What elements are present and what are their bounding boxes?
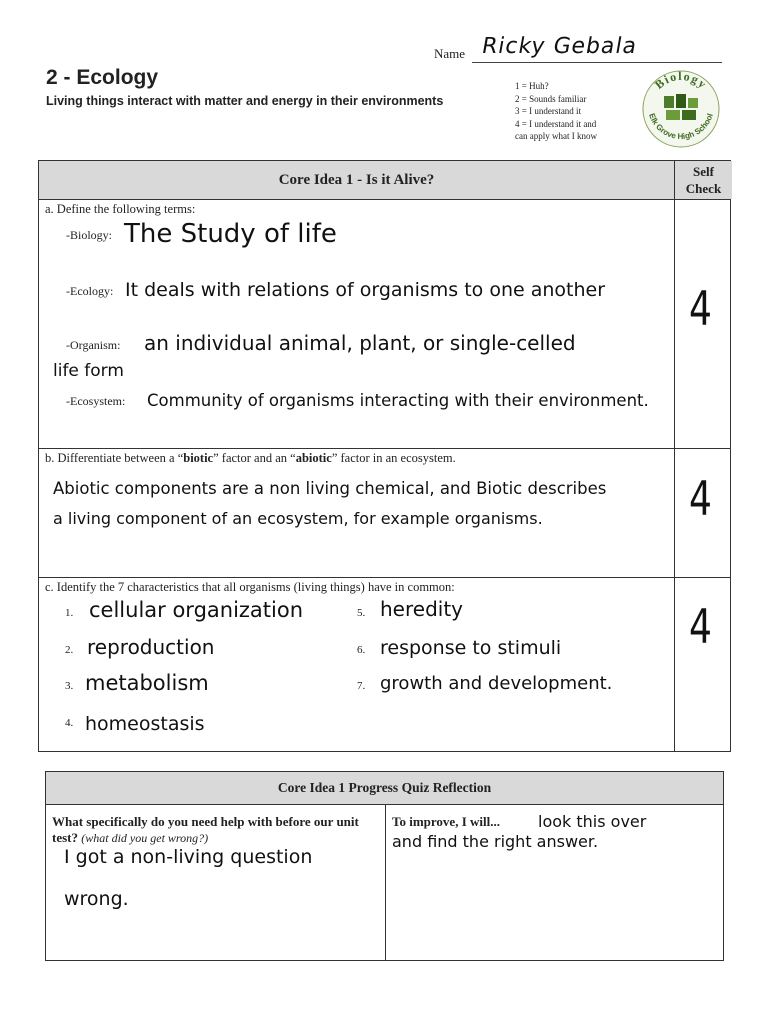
item-num-1: 1. [65,607,74,619]
prompt-b-part-2: ” factor and an “ [213,451,296,465]
prompt-b-part-1: b. Differentiate between a “ [45,451,184,465]
section-c-prompt: c. Identify the 7 characteristics that all organisms (living things) have in common: [45,580,455,594]
section-b-answer-line-1[interactable]: Abiotic components are a non living chemical, and Biotic describes [53,479,607,498]
logo-ring-text: Elk Grove High School [647,112,715,142]
prompt-b-part-3: ” factor in an ecosystem. [331,451,456,465]
self-check-c[interactable]: 4 [689,600,712,655]
section-a-prompt: a. Define the following terms: [45,202,196,216]
help-prompt: What specifically do you need help with before our unit test? [52,814,359,845]
self-check-label-1: Self [693,164,714,179]
term-ecology-label: -Ecology: [66,284,114,298]
help-prompt-hint: (what did you get wrong?) [81,831,209,845]
core-idea-title: Core Idea 1 - Is it Alive? [278,171,435,188]
self-check-b[interactable]: 4 [689,472,712,527]
scale-line-2: 2 = Sounds familiar [515,93,587,104]
item-num-7: 7. [357,680,366,692]
term-ecosystem-label: -Ecosystem: [66,394,126,408]
improve-answer-line-2[interactable]: and find the right answer. [392,832,599,851]
characteristic-6[interactable]: response to stimuli [380,637,562,659]
row-divider [39,448,730,449]
term-ecosystem-answer[interactable]: Community of organisms interacting with their environment. [147,391,649,410]
self-check-label-2: Check [685,181,722,196]
improve-prompt: To improve, I will... [392,814,500,829]
column-divider [674,161,675,751]
unit-subtitle: Living things interact with matter and energy in their environments [46,94,444,108]
prompt-b-biotic: biotic [183,451,214,465]
reflection-title: Core Idea 1 Progress Quiz Reflection [46,772,723,805]
unit-title: 2 - Ecology [46,66,159,89]
help-answer-line-2[interactable]: wrong. [64,888,129,910]
term-ecology-answer[interactable]: It deals with relations of organisms to one another [125,279,606,301]
reflection-left-prompt [52,814,382,846]
biology-logo-icon [640,68,722,150]
characteristic-7[interactable]: growth and development. [380,673,613,694]
section-b-answer-line-2[interactable]: a living component of an ecosystem, for example organisms. [53,509,543,528]
item-num-5: 5. [357,607,366,619]
row-divider [39,577,730,578]
item-num-6: 6. [357,644,366,656]
item-num-4: 4. [65,717,74,729]
rating-scale [515,80,597,143]
scale-line-4: 4 = I understand it and [515,118,597,129]
term-organism-answer[interactable]: an individual animal, plant, or single-celled [144,331,576,355]
column-divider [385,805,386,961]
row-divider [39,199,730,200]
reflection-table [45,771,724,961]
help-answer-line-1[interactable]: I got a non-living question [64,846,313,868]
name-line [472,62,722,63]
self-check-header [675,163,732,197]
scale-line-3: 3 = I understand it [515,106,582,116]
term-organism-answer-cont[interactable]: life form [53,361,124,381]
prompt-b-abiotic: abiotic [295,451,332,465]
name-label: Name [434,46,466,61]
characteristic-1[interactable]: cellular organization [89,598,304,622]
item-num-3: 3. [65,680,74,692]
characteristic-2[interactable]: reproduction [87,635,215,659]
scale-line-5: can apply what I know [515,131,597,141]
student-name[interactable]: Ricky Gebala [479,34,640,59]
characteristic-4[interactable]: homeostasis [85,713,205,735]
core-idea-table [38,160,731,752]
logo-top-text: Biology [652,68,711,92]
term-biology-answer[interactable]: The Study of life [124,219,337,249]
characteristic-3[interactable]: metabolism [85,671,209,695]
scale-line-1: 1 = Huh? [515,81,549,91]
improve-answer-line-1[interactable]: look this over [538,812,647,831]
term-organism-label: -Organism: [66,338,121,352]
characteristic-5[interactable]: heredity [380,597,463,621]
section-b-prompt [45,451,456,466]
item-num-2: 2. [65,644,74,656]
self-check-a[interactable]: 4 [689,282,712,337]
term-biology-label: -Biology: [66,228,113,242]
